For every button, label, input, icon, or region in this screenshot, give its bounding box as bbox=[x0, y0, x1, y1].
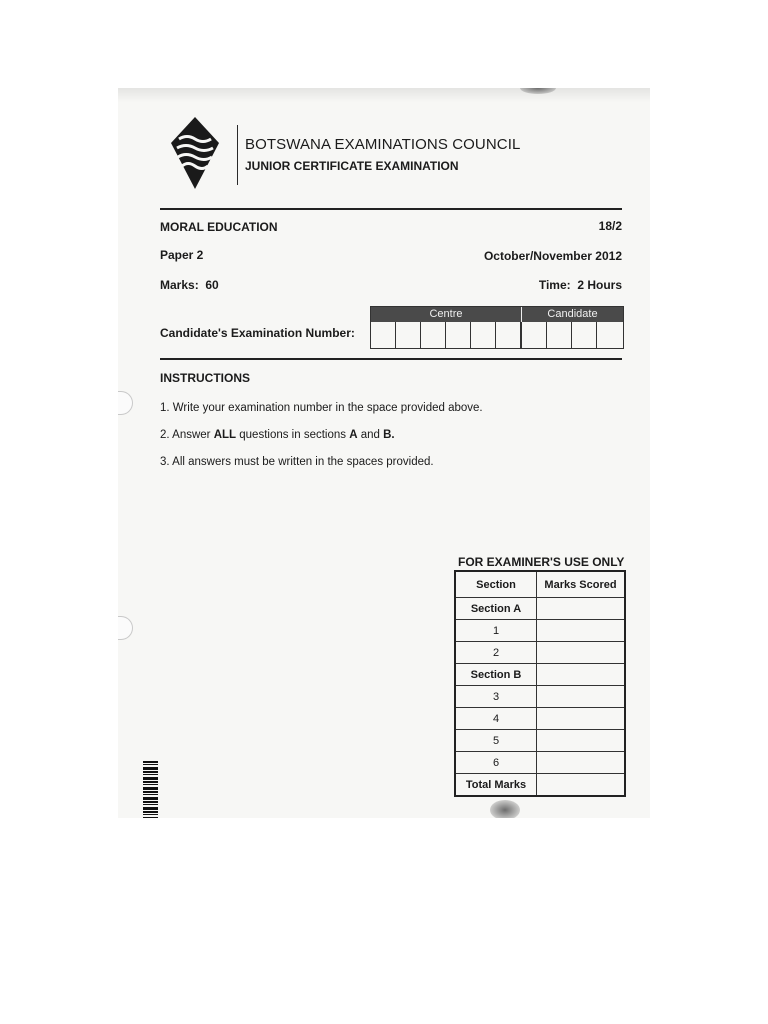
examiner-title: FOR EXAMINER'S USE ONLY bbox=[458, 555, 625, 569]
marks-scored-cell[interactable] bbox=[537, 598, 626, 620]
barcode bbox=[143, 761, 158, 818]
punch-hole bbox=[118, 391, 133, 415]
centre-header: Centre bbox=[371, 307, 522, 322]
council-name: BOTSWANA EXAMINATIONS COUNCIL bbox=[245, 136, 521, 153]
marks-scored-cell[interactable] bbox=[537, 730, 626, 752]
examiner-row-label: 6 bbox=[455, 752, 537, 774]
examiner-row-label: 3 bbox=[455, 686, 537, 708]
scan-smudge bbox=[490, 800, 520, 818]
marks-scored-cell[interactable] bbox=[537, 752, 626, 774]
examiner-header-row bbox=[455, 571, 625, 598]
instructions-title: INSTRUCTIONS bbox=[160, 371, 250, 385]
header-divider bbox=[237, 125, 238, 185]
top-rule bbox=[160, 208, 622, 210]
marks-scored-cell[interactable] bbox=[537, 708, 626, 730]
marks-label: Marks: bbox=[160, 278, 199, 292]
marks-scored-cell[interactable] bbox=[537, 774, 626, 797]
candidate-number-label: Candidate's Examination Number: bbox=[160, 326, 355, 340]
instruction-2-and: and bbox=[357, 429, 384, 441]
grid-header bbox=[371, 307, 623, 322]
examiner-row bbox=[455, 620, 625, 642]
centre-number-box[interactable] bbox=[471, 322, 496, 348]
time-value: 2 Hours bbox=[577, 278, 622, 292]
examiner-row bbox=[455, 664, 625, 686]
examiner-row-label: Section A bbox=[455, 598, 537, 620]
candidate-number-box[interactable] bbox=[597, 322, 623, 348]
time-label: Time: bbox=[538, 278, 571, 292]
marks-line bbox=[160, 278, 219, 292]
examiner-row-label: 5 bbox=[455, 730, 537, 752]
exam-session: October/November 2012 bbox=[483, 249, 622, 263]
instruction-2 bbox=[160, 429, 395, 441]
subject-title: MORAL EDUCATION bbox=[160, 220, 278, 234]
examiner-row bbox=[455, 774, 625, 797]
examiner-body bbox=[455, 598, 625, 797]
marks-scored-cell[interactable] bbox=[537, 686, 626, 708]
marks-column-header: Marks Scored bbox=[537, 571, 626, 598]
centre-number-box[interactable] bbox=[446, 322, 471, 348]
instruction-2-text: 2. Answer bbox=[160, 429, 214, 441]
bec-logo-icon bbox=[171, 117, 219, 189]
examiner-row bbox=[455, 686, 625, 708]
examiner-row-label: 2 bbox=[455, 642, 537, 664]
marks-scored-cell[interactable] bbox=[537, 620, 626, 642]
examiner-row bbox=[455, 730, 625, 752]
examiner-row bbox=[455, 642, 625, 664]
candidate-number-box[interactable] bbox=[547, 322, 572, 348]
marks-scored-cell[interactable] bbox=[537, 642, 626, 664]
candidate-header: Candidate bbox=[547, 308, 598, 320]
time-line bbox=[539, 278, 622, 292]
candidate-number-grid bbox=[370, 306, 624, 349]
marks-value: 60 bbox=[205, 278, 219, 292]
centre-number-box[interactable] bbox=[496, 322, 522, 348]
section-column-header: Section bbox=[455, 571, 537, 598]
scan-smudge bbox=[520, 88, 556, 94]
examiner-row bbox=[455, 708, 625, 730]
instruction-2-all: ALL bbox=[213, 429, 237, 441]
middle-rule bbox=[160, 358, 622, 360]
centre-number-box[interactable] bbox=[421, 322, 446, 348]
instruction-1: 1. Write your examination number in the space provided above. bbox=[160, 402, 483, 414]
centre-number-box[interactable] bbox=[371, 322, 396, 348]
marks-scored-cell[interactable] bbox=[537, 664, 626, 686]
paper-code: 18/2 bbox=[598, 219, 622, 233]
instruction-2-section-b: B. bbox=[383, 429, 395, 441]
exam-name: JUNIOR CERTIFICATE EXAMINATION bbox=[245, 159, 459, 173]
examiner-row bbox=[455, 598, 625, 620]
examiner-table bbox=[454, 570, 626, 797]
examiner-row bbox=[455, 752, 625, 774]
instruction-2-mid: questions in sections bbox=[236, 429, 350, 441]
paper-label: Paper 2 bbox=[160, 248, 204, 262]
exam-paper bbox=[118, 88, 650, 818]
examiner-row-label: 1 bbox=[455, 620, 537, 642]
examiner-row-label: 4 bbox=[455, 708, 537, 730]
centre-number-box[interactable] bbox=[396, 322, 421, 348]
instruction-2-section-a: A bbox=[349, 429, 358, 441]
punch-hole bbox=[118, 616, 133, 640]
instruction-3: 3. All answers must be written in the spaces provided. bbox=[160, 456, 434, 468]
examiner-row-label: Section B bbox=[455, 664, 537, 686]
candidate-number-box[interactable] bbox=[522, 322, 547, 348]
examiner-row-label: Total Marks bbox=[455, 774, 537, 797]
candidate-number-box[interactable] bbox=[572, 322, 597, 348]
grid-cells bbox=[371, 322, 623, 348]
